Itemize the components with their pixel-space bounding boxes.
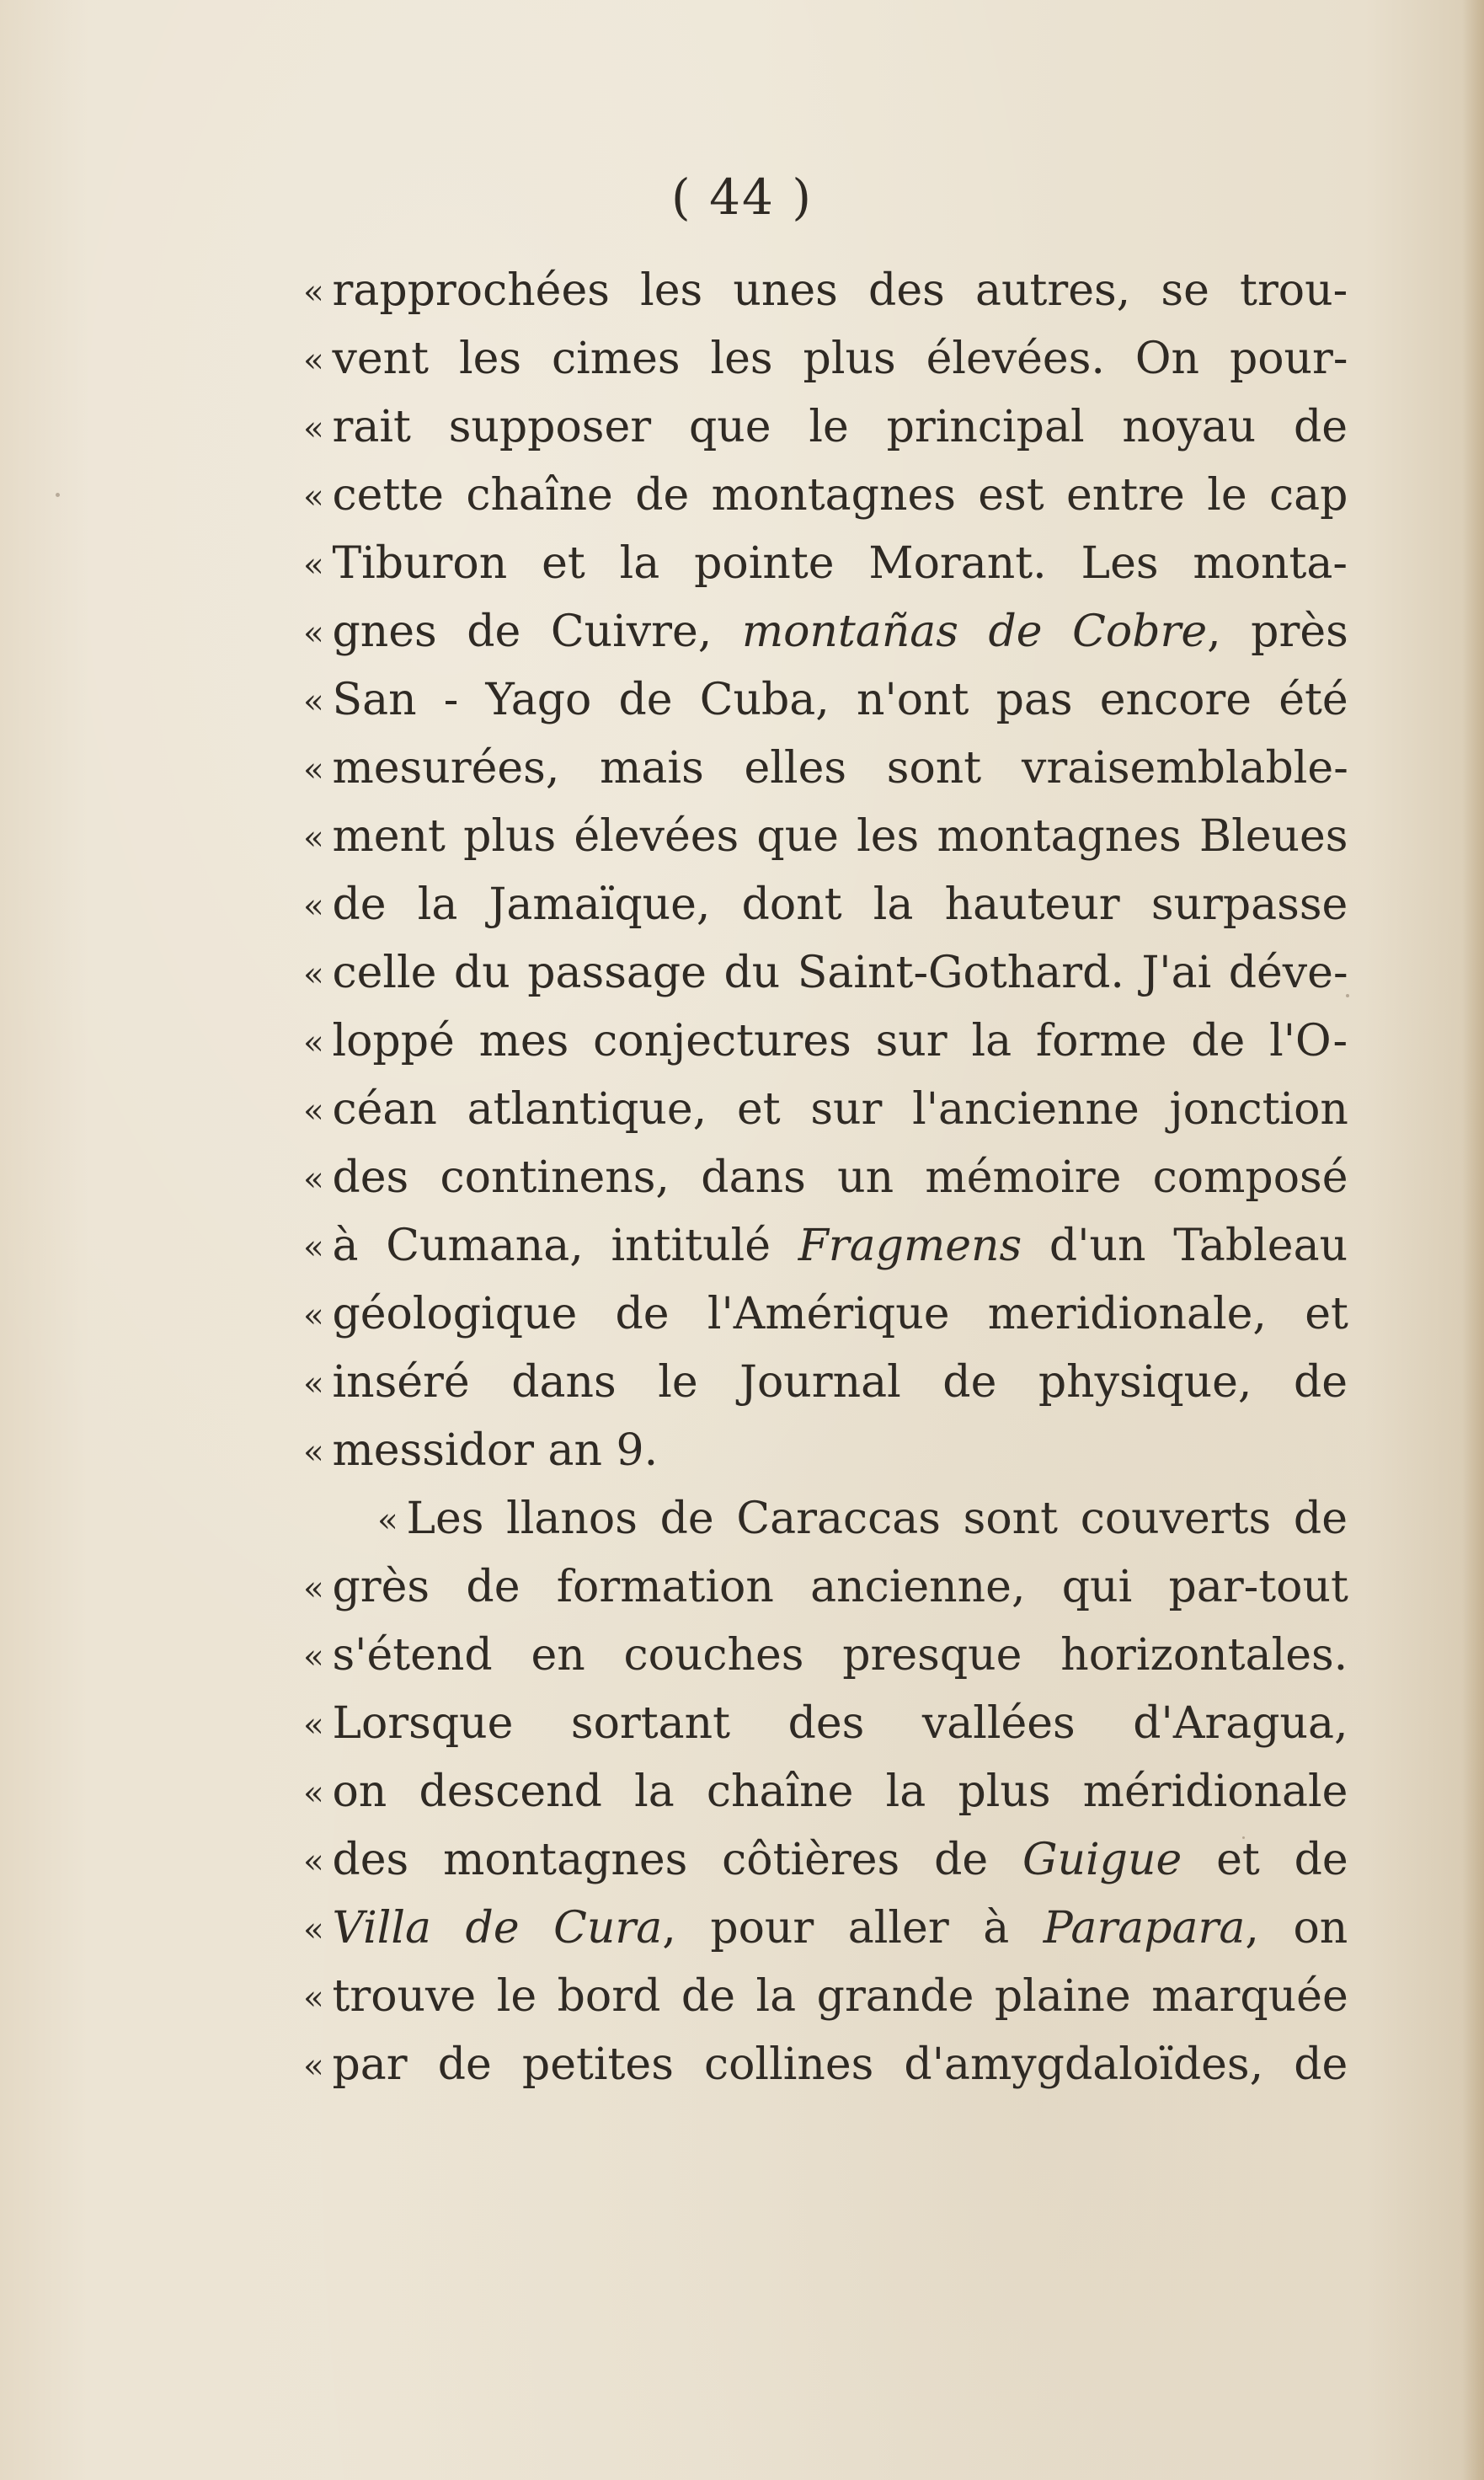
quote-mark: « [303, 1363, 324, 1403]
text-segment: trouve le bord de la grande plaine marquée [332, 1971, 1348, 2022]
text-line [303, 1212, 1348, 1280]
text-segment: cette chaîne de montagnes est entre le cap [332, 470, 1348, 521]
text-line [303, 1008, 1348, 1076]
paper-speck [56, 493, 60, 497]
quote-mark: « [303, 408, 324, 448]
text-line [303, 803, 1348, 871]
text-segment: grès de formation ancienne, qui par-tout [332, 1562, 1348, 1612]
line-text [332, 530, 1348, 598]
text-segment: Tiburon et la pointe Morant. Les monta- [332, 538, 1348, 589]
text-segment: vent les cimes les plus élevées. On pour- [332, 334, 1348, 384]
line-text [332, 1553, 1348, 1622]
text-line [303, 735, 1348, 803]
quote-mark: « [303, 1022, 324, 1062]
quote-mark: « [303, 1636, 324, 1676]
quote-mark: « [303, 1090, 324, 1130]
line-text [332, 1212, 1348, 1280]
quote-mark: « [303, 1772, 324, 1813]
text-segment: ment plus élevées que les montagnes Bleues [332, 811, 1348, 862]
text-segment: , on [1245, 1903, 1348, 1954]
text-line [303, 1895, 1348, 1963]
quote-mark: « [303, 1977, 324, 2018]
text-segment: géologique de l'Amérique meridionale, et [332, 1289, 1348, 1339]
page-edge-shadow [1462, 0, 1484, 2480]
line-text [332, 871, 1348, 939]
text-segment: de la Jamaïque, dont la hauteur surpasse [332, 879, 1348, 930]
paper-speck [1346, 994, 1349, 997]
page-number: ( 44 ) [671, 168, 813, 226]
text-line [303, 393, 1348, 462]
quote-mark: « [303, 749, 324, 789]
text-line [303, 2031, 1348, 2099]
text-line [303, 666, 1348, 735]
text-line [303, 1280, 1348, 1349]
text-segment: mesurées, mais elles sont vraisemblable- [332, 743, 1348, 794]
line-text [332, 1280, 1348, 1349]
line-text [332, 2031, 1348, 2099]
italic-text: montañas de Cobre [741, 607, 1208, 657]
quote-mark: « [303, 612, 324, 653]
italic-text: Guigue [1022, 1835, 1182, 1885]
line-text [332, 393, 1348, 462]
line-text [406, 1485, 1348, 1553]
text-segment: Les llanos de Caraccas sont couverts de [406, 1494, 1348, 1544]
line-text [332, 1076, 1348, 1144]
quote-mark: « [303, 2045, 324, 2086]
text-segment: San - Yago de Cuba, n'ont pas encore été [332, 675, 1348, 725]
line-text [332, 598, 1348, 666]
body-text [303, 257, 1348, 2099]
text-line [303, 1076, 1348, 1144]
text-line [303, 1758, 1348, 1826]
text-line [303, 598, 1348, 666]
text-segment: rait supposer que le principal noyau de [332, 402, 1348, 452]
text-segment: à Cumana, intitulé [332, 1221, 798, 1271]
text-segment: , près [1207, 607, 1348, 657]
quote-mark: « [303, 954, 324, 994]
text-segment: des montagnes côtières de [332, 1835, 1023, 1885]
text-line [303, 1826, 1348, 1895]
quote-mark: « [377, 1499, 398, 1540]
text-segment: loppé mes conjectures sur la forme de l'O- [332, 1016, 1348, 1066]
text-segment: on descend la chaîne la plus méridionale [332, 1766, 1348, 1817]
quote-mark: « [303, 339, 324, 380]
quote-mark: « [303, 1158, 324, 1199]
text-line [303, 1553, 1348, 1622]
italic-text: Parapara [1043, 1903, 1246, 1954]
text-line [303, 257, 1348, 325]
text-segment: céan atlantique, et sur l'ancienne jonction [332, 1084, 1348, 1135]
line-text [332, 1417, 658, 1485]
text-line [303, 1690, 1348, 1758]
quote-mark: « [303, 271, 324, 312]
quote-mark: « [303, 1295, 324, 1335]
quote-mark: « [303, 1431, 324, 1472]
text-line [303, 530, 1348, 598]
quote-mark: « [303, 817, 324, 858]
text-segment: messidor an 9. [332, 1425, 659, 1476]
quote-mark: « [303, 1841, 324, 1881]
text-line [303, 325, 1348, 393]
text-line [303, 1963, 1348, 2031]
line-text [332, 1690, 1348, 1758]
line-text [332, 1758, 1348, 1826]
line-text [332, 1826, 1348, 1895]
italic-text: Fragmens [798, 1221, 1022, 1271]
line-text [332, 1622, 1348, 1690]
text-segment: d'un Tableau [1022, 1221, 1348, 1271]
line-text [332, 257, 1348, 325]
line-text [332, 666, 1348, 735]
quote-mark: « [303, 681, 324, 721]
line-text [332, 1349, 1348, 1417]
text-segment: inséré dans le Journal de physique, de [332, 1357, 1348, 1408]
quote-mark: « [303, 1704, 324, 1745]
line-text [332, 325, 1348, 393]
text-segment: par de petites collines d'amygdaloïdes, de [332, 2039, 1348, 2090]
line-text [332, 803, 1348, 871]
line-text [332, 1144, 1348, 1212]
line-text [332, 1963, 1348, 2031]
line-text [332, 462, 1348, 530]
text-line [303, 939, 1348, 1008]
quote-mark: « [303, 1227, 324, 1267]
text-line [303, 462, 1348, 530]
line-text [332, 1008, 1348, 1076]
text-segment: des continens, dans un mémoire composé [332, 1152, 1348, 1203]
text-segment: et de [1182, 1835, 1348, 1885]
quote-mark: « [303, 544, 324, 585]
text-line [303, 1349, 1348, 1417]
text-line [303, 1417, 1348, 1485]
quote-mark: « [303, 1568, 324, 1608]
text-segment: , pour aller à [662, 1903, 1044, 1954]
text-segment: celle du passage du Saint-Gothard. J'ai déve- [332, 948, 1348, 998]
quote-mark: « [303, 885, 324, 926]
quote-mark: « [303, 1909, 324, 1949]
text-segment: gnes de Cuivre, [332, 607, 742, 657]
text-segment: Lorsque sortant des vallées d'Aragua, [332, 1698, 1348, 1749]
text-line [303, 1144, 1348, 1212]
quote-mark: « [303, 476, 324, 516]
text-segment: s'étend en couches presque horizontales. [332, 1630, 1348, 1681]
text-line [303, 871, 1348, 939]
line-text [332, 939, 1348, 1008]
line-text [332, 735, 1348, 803]
italic-text: Villa de Cura [332, 1903, 663, 1954]
line-text [332, 1895, 1348, 1963]
paper-speck [1242, 1836, 1245, 1839]
text-segment: rapprochées les unes des autres, se trou- [332, 265, 1348, 316]
text-line [303, 1622, 1348, 1690]
text-line [303, 1485, 1348, 1553]
